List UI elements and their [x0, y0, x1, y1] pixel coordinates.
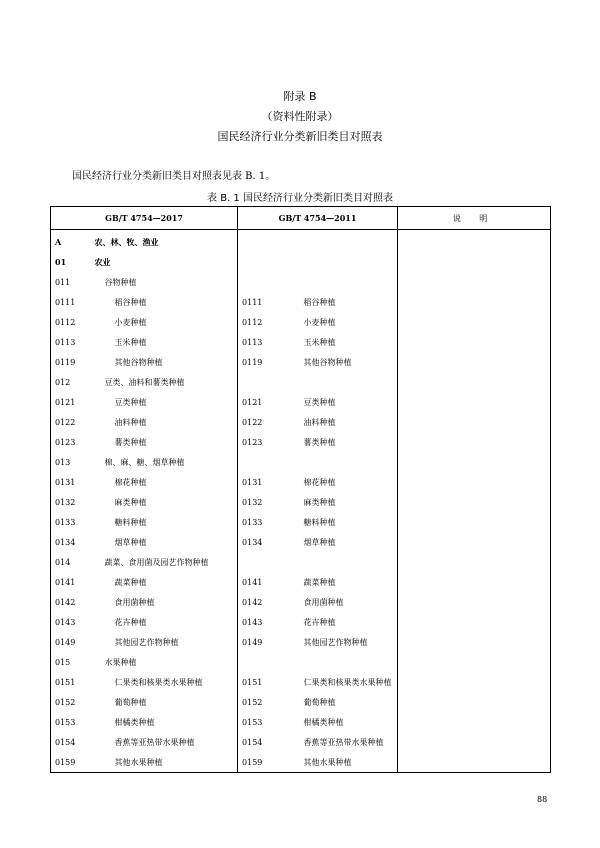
name-2017-cell: [91, 552, 238, 572]
name-2011-cell: [280, 252, 398, 272]
name-2017-cell-text: 其他园艺作物种植: [114, 637, 179, 647]
name-2011-cell: [280, 692, 398, 712]
name-2017-cell: [91, 492, 238, 512]
code-2017-cell-text: 0143: [55, 617, 76, 627]
code-2017-cell-text: 013: [55, 457, 71, 467]
note-cell: [398, 230, 551, 253]
table-row: [51, 412, 551, 432]
name-2011-cell: [280, 592, 398, 612]
name-2017-cell-text: 豆类种植: [114, 397, 147, 407]
name-2011-cell: [280, 712, 398, 732]
header-gbt-2011: GB/T 4754—2011: [238, 207, 398, 230]
note-cell: [398, 712, 551, 732]
name-2017-cell: [91, 312, 238, 332]
note-cell: [398, 332, 551, 352]
name-2017-cell: [91, 512, 238, 532]
code-2011-cell-text: 0131: [242, 477, 263, 487]
table-row: [51, 752, 551, 773]
code-2017-cell: [51, 252, 91, 272]
name-2011-cell-text: 花卉种植: [303, 617, 336, 627]
name-2017-cell: [91, 412, 238, 432]
table-row: [51, 552, 551, 572]
code-2017-cell-text: 0111: [55, 297, 76, 307]
name-2011-cell: [280, 752, 398, 773]
name-2011-cell: [280, 272, 398, 292]
code-2011-cell: [238, 372, 280, 392]
code-2011-cell: [238, 492, 280, 512]
name-2011-cell-text: 油料种植: [303, 417, 336, 427]
code-2017-cell-text: 0131: [55, 477, 76, 487]
code-2011-cell-text: 0123: [242, 437, 263, 447]
name-2011-cell: [280, 492, 398, 512]
code-2011-cell: [238, 612, 280, 632]
table-row: [51, 292, 551, 312]
code-2011-cell-text: 0143: [242, 617, 263, 627]
code-2017-cell: [51, 632, 91, 652]
name-2017-cell-text: 蔬菜、食用菌及园艺作物种植: [104, 557, 209, 567]
code-2017-cell-text: 0151: [55, 677, 76, 687]
name-2011-cell: [280, 472, 398, 492]
name-2017-cell-text: 蔬菜种植: [114, 577, 147, 587]
code-2011-cell: [238, 412, 280, 432]
name-2011-cell: [280, 652, 398, 672]
code-2017-cell-text: 0119: [55, 357, 76, 367]
note-cell: [398, 392, 551, 412]
name-2011-cell-text: 烟草种植: [303, 537, 336, 547]
code-2017-cell-text: 0123: [55, 437, 76, 447]
name-2011-cell-text: 其他园艺作物种植: [303, 637, 368, 647]
note-cell: [398, 372, 551, 392]
note-cell: [398, 412, 551, 432]
code-2011-cell-text: 0121: [242, 397, 263, 407]
code-2017-cell-text: 0122: [55, 417, 76, 427]
code-2017-cell: [51, 652, 91, 672]
name-2017-cell-text: 棉花种植: [114, 477, 147, 487]
name-2017-cell-text: 食用菌种植: [114, 597, 155, 607]
name-2017-cell-text: 棉、麻、糖、烟草种植: [104, 457, 185, 467]
code-2011-cell: [238, 432, 280, 452]
code-2017-cell: [51, 432, 91, 452]
code-2011-cell: [238, 692, 280, 712]
name-2011-cell: [280, 732, 398, 752]
name-2011-cell-text: 稻谷种植: [303, 297, 336, 307]
code-2017-cell: [51, 592, 91, 612]
name-2011-cell: [280, 432, 398, 452]
code-2011-cell-text: 0141: [242, 577, 263, 587]
note-cell: [398, 352, 551, 372]
code-2011-cell: [238, 732, 280, 752]
table-row: [51, 272, 551, 292]
code-2017-cell: [51, 312, 91, 332]
note-cell: [398, 472, 551, 492]
code-2017-cell-text: 0149: [55, 637, 76, 647]
code-2011-cell: [238, 272, 280, 292]
name-2017-cell: [91, 732, 238, 752]
code-2011-cell: [238, 352, 280, 372]
code-2011-cell-text: 0113: [242, 337, 263, 347]
name-2011-cell: [280, 392, 398, 412]
code-2011-cell: [238, 672, 280, 692]
name-2011-cell: [280, 632, 398, 652]
table-row: [51, 652, 551, 672]
name-2011-cell: [280, 372, 398, 392]
code-2017-cell: [51, 392, 91, 412]
code-2017-cell: [51, 492, 91, 512]
code-2017-cell-text: 0132: [55, 497, 76, 507]
code-2017-cell: [51, 672, 91, 692]
name-2011-cell: [280, 572, 398, 592]
code-2017-cell: [51, 572, 91, 592]
note-cell: [398, 672, 551, 692]
code-2017-cell-text: 0134: [55, 537, 76, 547]
table-row: [51, 692, 551, 712]
note-cell: [398, 432, 551, 452]
name-2017-cell: [91, 572, 238, 592]
name-2017-cell-text: 油料种植: [114, 417, 147, 427]
appendix-title: 附录 B: [283, 90, 317, 103]
code-2017-cell: [51, 712, 91, 732]
code-2011-cell-text: 0154: [242, 737, 263, 747]
table-row: [51, 612, 551, 632]
name-2011-cell: [280, 552, 398, 572]
code-2017-cell-text: 0142: [55, 597, 76, 607]
name-2017-cell-text: 柑橘类种植: [114, 717, 155, 727]
name-2017-cell-text: 麻类种植: [114, 497, 147, 507]
intro-paragraph: 国民经济行业分类新旧类目对照表见表 B. 1。: [72, 171, 276, 182]
name-2017-cell-text: 葡萄种植: [114, 697, 147, 707]
header-gbt-2017: GB/T 4754—2017: [51, 207, 238, 230]
table-row: [51, 572, 551, 592]
name-2011-cell: [280, 532, 398, 552]
code-2011-cell-text: 0149: [242, 637, 263, 647]
table-row: [51, 472, 551, 492]
code-2011-cell-text: 0152: [242, 697, 263, 707]
name-2011-cell: [280, 512, 398, 532]
code-2011-cell-text: 0151: [242, 677, 263, 687]
table-row: [51, 230, 551, 253]
code-2017-cell: [51, 292, 91, 312]
name-2017-cell-text: 玉米种植: [114, 337, 147, 347]
code-2011-cell: [238, 632, 280, 652]
name-2011-cell-text: 其他谷物种植: [303, 357, 352, 367]
name-2011-cell-text: 玉米种植: [303, 337, 336, 347]
name-2011-cell-text: 柑橘类种植: [303, 717, 344, 727]
code-2017-cell-text: 011: [55, 277, 71, 287]
code-2017-cell: [51, 230, 91, 253]
code-2017-cell-text: 014: [55, 557, 71, 567]
code-2011-cell: [238, 752, 280, 773]
code-2017-cell: [51, 372, 91, 392]
name-2017-cell: [91, 252, 238, 272]
name-2017-cell: [91, 332, 238, 352]
note-cell: [398, 292, 551, 312]
name-2017-cell-text: 农业: [94, 256, 111, 267]
name-2011-cell-text: 仁果类和核果类水果种植: [303, 677, 392, 687]
code-2017-cell-text: 0154: [55, 737, 76, 747]
code-2017-cell-text: 0113: [55, 337, 76, 347]
name-2011-cell-text: 小麦种植: [303, 317, 336, 327]
table-row: [51, 332, 551, 352]
code-2011-cell-text: 0159: [242, 757, 263, 767]
code-2017-cell-text: 0121: [55, 397, 76, 407]
code-2017-cell-text: 0133: [55, 517, 76, 527]
name-2017-cell: [91, 292, 238, 312]
appendix-heading: 国民经济行业分类新旧类目对照表: [217, 130, 383, 143]
name-2017-cell-text: 仁果类和核果类水果种植: [114, 677, 203, 687]
code-2011-cell: [238, 552, 280, 572]
name-2011-cell: [280, 292, 398, 312]
table-row: [51, 312, 551, 332]
name-2017-cell-text: 稻谷种植: [114, 297, 147, 307]
code-2017-cell: [51, 352, 91, 372]
code-2017-cell-text: 0152: [55, 697, 76, 707]
code-2011-cell: [238, 592, 280, 612]
note-cell: [398, 572, 551, 592]
name-2017-cell-text: 小麦种植: [114, 317, 147, 327]
name-2017-cell: [91, 632, 238, 652]
code-2017-cell: [51, 732, 91, 752]
name-2017-cell: [91, 612, 238, 632]
name-2017-cell: [91, 352, 238, 372]
table-row: [51, 732, 551, 752]
note-cell: [398, 652, 551, 672]
table-header-row: [51, 207, 551, 230]
table-row: [51, 432, 551, 452]
code-2011-cell-text: 0122: [242, 417, 263, 427]
name-2017-cell-text: 烟草种植: [114, 537, 147, 547]
note-cell: [398, 512, 551, 532]
name-2017-cell: [91, 652, 238, 672]
name-2017-cell: [91, 752, 238, 773]
name-2011-cell-text: 薯类种植: [303, 437, 336, 447]
code-2017-cell: [51, 472, 91, 492]
name-2017-cell-text: 糖料种植: [114, 517, 147, 527]
code-2011-cell: [238, 512, 280, 532]
code-2017-cell: [51, 532, 91, 552]
code-2017-cell: [51, 452, 91, 472]
name-2017-cell-text: 其他水果种植: [114, 757, 163, 767]
code-2011-cell-text: 0142: [242, 597, 263, 607]
code-2017-cell-text: 0112: [55, 317, 76, 327]
code-2011-cell-text: 0111: [242, 297, 263, 307]
code-2011-cell: [238, 472, 280, 492]
code-2017-cell-text: 0159: [55, 757, 76, 767]
code-2011-cell-text: 0153: [242, 717, 263, 727]
name-2011-cell: [280, 452, 398, 472]
name-2017-cell: [91, 712, 238, 732]
name-2011-cell-text: 蔬菜种植: [303, 577, 336, 587]
code-2011-cell: [238, 572, 280, 592]
name-2017-cell: [91, 452, 238, 472]
name-2011-cell-text: 豆类种植: [303, 397, 336, 407]
table-body: [51, 230, 551, 773]
name-2017-cell: [91, 472, 238, 492]
code-2011-cell: [238, 452, 280, 472]
note-cell: [398, 612, 551, 632]
code-2017-cell: [51, 332, 91, 352]
table-row: [51, 592, 551, 612]
note-cell: [398, 732, 551, 752]
name-2011-cell-text: 香蕉等亚热带水果种植: [303, 737, 384, 747]
table-row: [51, 492, 551, 512]
name-2011-cell: [280, 412, 398, 432]
code-2017-cell: [51, 752, 91, 773]
code-2011-cell: [238, 532, 280, 552]
name-2017-cell-text: 水果种植: [104, 657, 137, 667]
name-2017-cell-text: 豆类、油料和薯类种植: [104, 377, 185, 387]
name-2011-cell: [280, 612, 398, 632]
note-cell: [398, 592, 551, 612]
table-row: [51, 672, 551, 692]
code-2011-cell-text: 0119: [242, 357, 263, 367]
code-2017-cell-text: 01: [55, 257, 67, 267]
code-2011-cell: [238, 230, 280, 253]
code-2011-cell-text: 0133: [242, 517, 263, 527]
name-2017-cell: [91, 672, 238, 692]
name-2017-cell-text: 花卉种植: [114, 617, 147, 627]
code-2017-cell: [51, 412, 91, 432]
name-2011-cell: [280, 332, 398, 352]
name-2011-cell-text: 其他水果种植: [303, 757, 352, 767]
table-row: [51, 452, 551, 472]
name-2017-cell: [91, 272, 238, 292]
name-2011-cell-text: 糖料种植: [303, 517, 336, 527]
appendix-subtitle: （资料性附录）: [261, 110, 339, 123]
code-2017-cell: [51, 512, 91, 532]
note-cell: [398, 492, 551, 512]
note-cell: [398, 752, 551, 773]
name-2017-cell-text: 谷物种植: [104, 277, 137, 287]
note-cell: [398, 532, 551, 552]
note-cell: [398, 632, 551, 652]
table-row: [51, 252, 551, 272]
code-2011-cell: [238, 292, 280, 312]
code-2011-cell-text: 0132: [242, 497, 263, 507]
table-row: [51, 512, 551, 532]
name-2017-cell: [91, 432, 238, 452]
table-row: [51, 632, 551, 652]
name-2017-cell-text: 香蕉等亚热带水果种植: [114, 737, 195, 747]
header-notes: 说 明: [398, 207, 551, 230]
name-2011-cell-text: 食用菌种植: [303, 597, 344, 607]
table-row: [51, 352, 551, 372]
name-2017-cell: [91, 592, 238, 612]
code-2017-cell-text: 012: [55, 377, 71, 387]
name-2017-cell: [91, 392, 238, 412]
name-2017-cell-text: 薯类种植: [114, 437, 147, 447]
note-cell: [398, 272, 551, 292]
code-2017-cell: [51, 272, 91, 292]
name-2011-cell: [280, 230, 398, 253]
note-cell: [398, 312, 551, 332]
name-2011-cell: [280, 312, 398, 332]
code-2011-cell-text: 0112: [242, 317, 263, 327]
code-2017-cell-text: 0153: [55, 717, 76, 727]
note-cell: [398, 692, 551, 712]
name-2017-cell-text: 农、林、牧、渔业: [94, 236, 159, 247]
code-2011-cell: [238, 652, 280, 672]
table-row: [51, 392, 551, 412]
name-2011-cell: [280, 672, 398, 692]
table-caption: 表 B. 1 国民经济行业分类新旧类目对照表: [207, 193, 393, 204]
code-2011-cell: [238, 312, 280, 332]
name-2011-cell-text: 麻类种植: [303, 497, 336, 507]
note-cell: [398, 252, 551, 272]
code-2017-cell: [51, 692, 91, 712]
comparison-table: [50, 206, 551, 773]
name-2017-cell: [91, 230, 238, 253]
code-2017-cell-text: 0141: [55, 577, 76, 587]
note-cell: [398, 552, 551, 572]
code-2011-cell: [238, 252, 280, 272]
code-2017-cell-text: 015: [55, 657, 71, 667]
code-2011-cell-text: 0134: [242, 537, 263, 547]
name-2017-cell: [91, 692, 238, 712]
name-2017-cell-text: 其他谷物种植: [114, 357, 163, 367]
code-2011-cell: [238, 332, 280, 352]
table-row: [51, 712, 551, 732]
name-2017-cell: [91, 532, 238, 552]
code-2017-cell-text: A: [55, 237, 62, 247]
name-2017-cell: [91, 372, 238, 392]
table-row: [51, 532, 551, 552]
code-2017-cell: [51, 612, 91, 632]
name-2011-cell-text: 棉花种植: [303, 477, 336, 487]
name-2011-cell-text: 葡萄种植: [303, 697, 336, 707]
note-cell: [398, 452, 551, 472]
table-row: [51, 372, 551, 392]
code-2011-cell: [238, 712, 280, 732]
page-number: 88: [537, 795, 548, 804]
code-2011-cell: [238, 392, 280, 412]
name-2011-cell: [280, 352, 398, 372]
code-2017-cell: [51, 552, 91, 572]
